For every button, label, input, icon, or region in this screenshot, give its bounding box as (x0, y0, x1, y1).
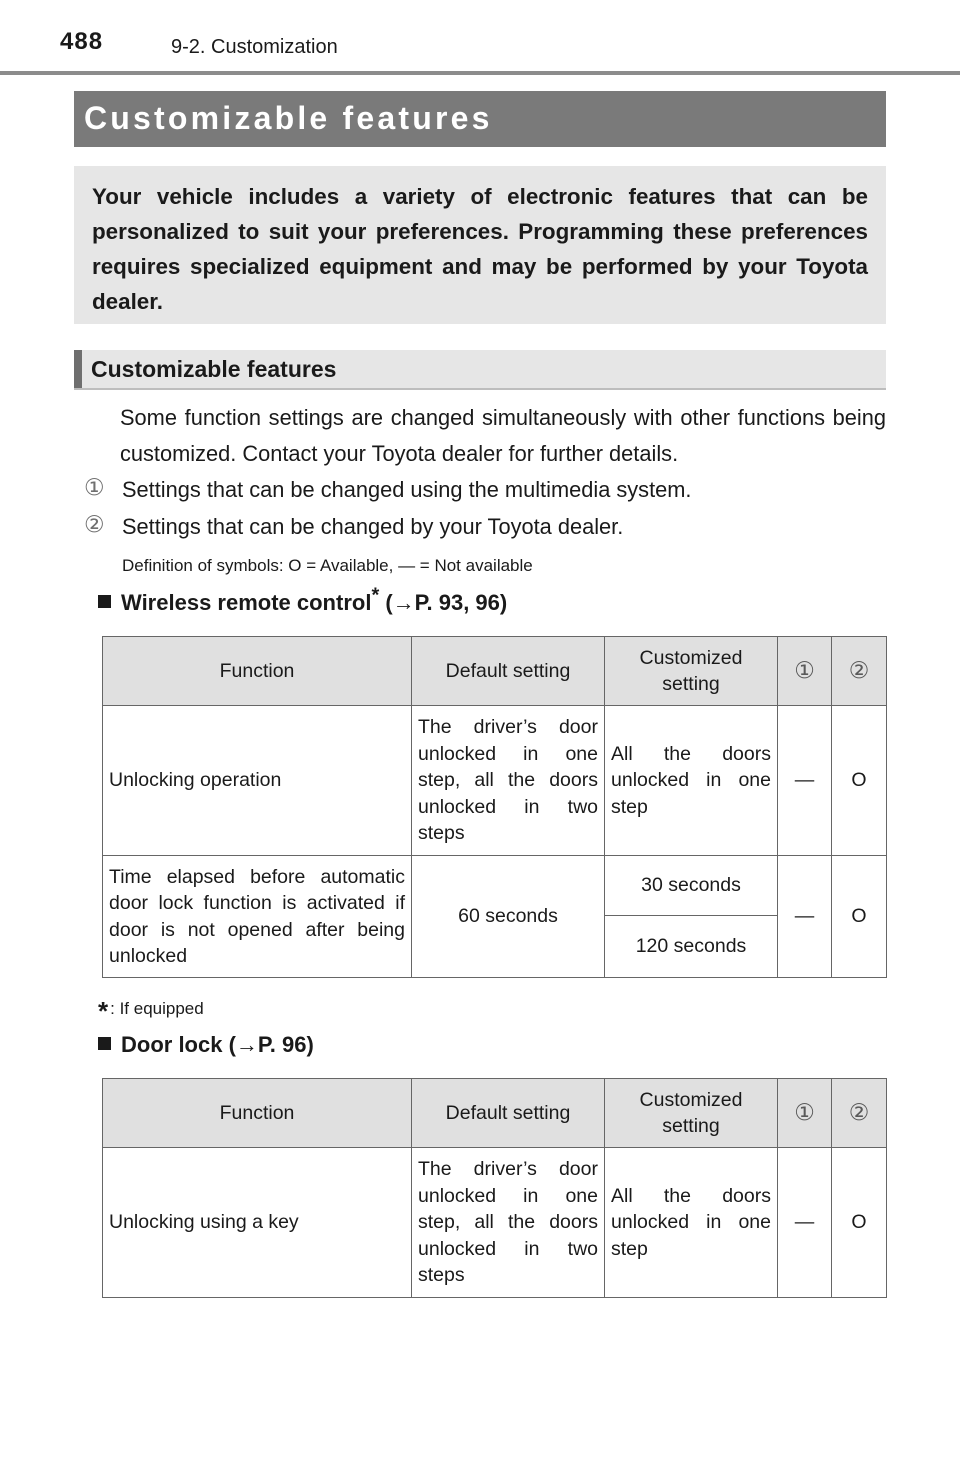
page-header (0, 0, 960, 78)
section-label: 9-2. Customization (171, 36, 338, 58)
intro-text: Your vehicle includes a variety of electronic features that can be personalized to suit your preferences. Programming these preferences requires specialized equipment and may be performed by your Toyota dealer. (92, 184, 868, 314)
circled-1-icon: ① (778, 1079, 832, 1148)
col-default: Default setting (412, 637, 605, 706)
square-bullet-icon (98, 595, 111, 608)
table-header-row (103, 637, 887, 706)
footnote (98, 990, 204, 1026)
square-bullet-icon (98, 1037, 111, 1050)
col-default: Default setting (412, 1079, 605, 1148)
title-bar (74, 91, 886, 147)
footnote-text: : If equipped (110, 999, 204, 1018)
col-function: Function (103, 637, 412, 706)
circled-1-icon: ① (778, 637, 832, 706)
cell-customized: All the doors unlocked in one step (605, 1148, 778, 1298)
doorlock-table (102, 1078, 887, 1298)
legend-text: Settings that can be changed by your Toyota dealer. (122, 514, 624, 539)
circled-2-icon: ② (84, 512, 105, 538)
doorlock-title: Door lock (121, 1032, 223, 1057)
wireless-ref: (→P. 93, 96) (379, 590, 508, 615)
cell-customized: 30 seconds (605, 856, 778, 916)
col-function: Function (103, 1079, 412, 1148)
cell-default: The driver’s door unlocked in one step, all the doors unlocked in two steps (412, 706, 605, 856)
cell-customized: 120 seconds (605, 916, 778, 978)
wireless-heading (98, 584, 508, 616)
symbol-definition: Definition of symbols: O = Available, — = Not available (122, 556, 533, 575)
legend-text: Settings that can be changed using the multimedia system. (122, 477, 692, 502)
circled-1-icon: ① (84, 475, 105, 501)
doorlock-ref: (→P. 96) (222, 1032, 314, 1057)
footnote-mark: * (98, 996, 109, 1026)
cell-function: Unlocking operation (103, 706, 412, 856)
header-rule (0, 71, 960, 75)
cell-dealer: O (832, 1148, 887, 1298)
doorlock-heading (98, 1032, 314, 1058)
cell-multimedia: — (778, 856, 832, 978)
cell-default: 60 seconds (412, 856, 605, 978)
table-row (103, 1148, 887, 1298)
circled-2-icon: ② (832, 1079, 887, 1148)
circled-2-icon: ② (832, 637, 887, 706)
cell-dealer: O (832, 856, 887, 978)
body-paragraph: Some function settings are changed simultaneously with other functions being customized. Contact your Toyota dealer for further details. (120, 405, 886, 466)
page-title: Customizable features (84, 100, 493, 136)
wireless-title: Wireless remote control (121, 590, 372, 615)
cell-dealer: O (832, 706, 887, 856)
cell-function: Unlocking using a key (103, 1148, 412, 1298)
cell-customized: All the doors unlocked in one step (605, 706, 778, 856)
cell-multimedia: — (778, 1148, 832, 1298)
wireless-table (102, 636, 887, 978)
cell-multimedia: — (778, 706, 832, 856)
cell-function: Time elapsed before automatic door lock function is activated if door is not opened after being unlocked (103, 856, 412, 978)
cell-default: The driver’s door unlocked in one step, all the doors unlocked in two steps (412, 1148, 605, 1298)
col-customized: Customized setting (605, 1079, 778, 1148)
table-header-row (103, 1079, 887, 1148)
asterisk: * (371, 584, 380, 607)
subheading: Customizable features (91, 356, 337, 382)
subheading-bar (74, 350, 886, 390)
col-customized: Customized setting (605, 637, 778, 706)
intro-box (74, 166, 886, 324)
table-row (103, 856, 887, 916)
page-number: 488 (60, 28, 104, 55)
table-row (103, 706, 887, 856)
